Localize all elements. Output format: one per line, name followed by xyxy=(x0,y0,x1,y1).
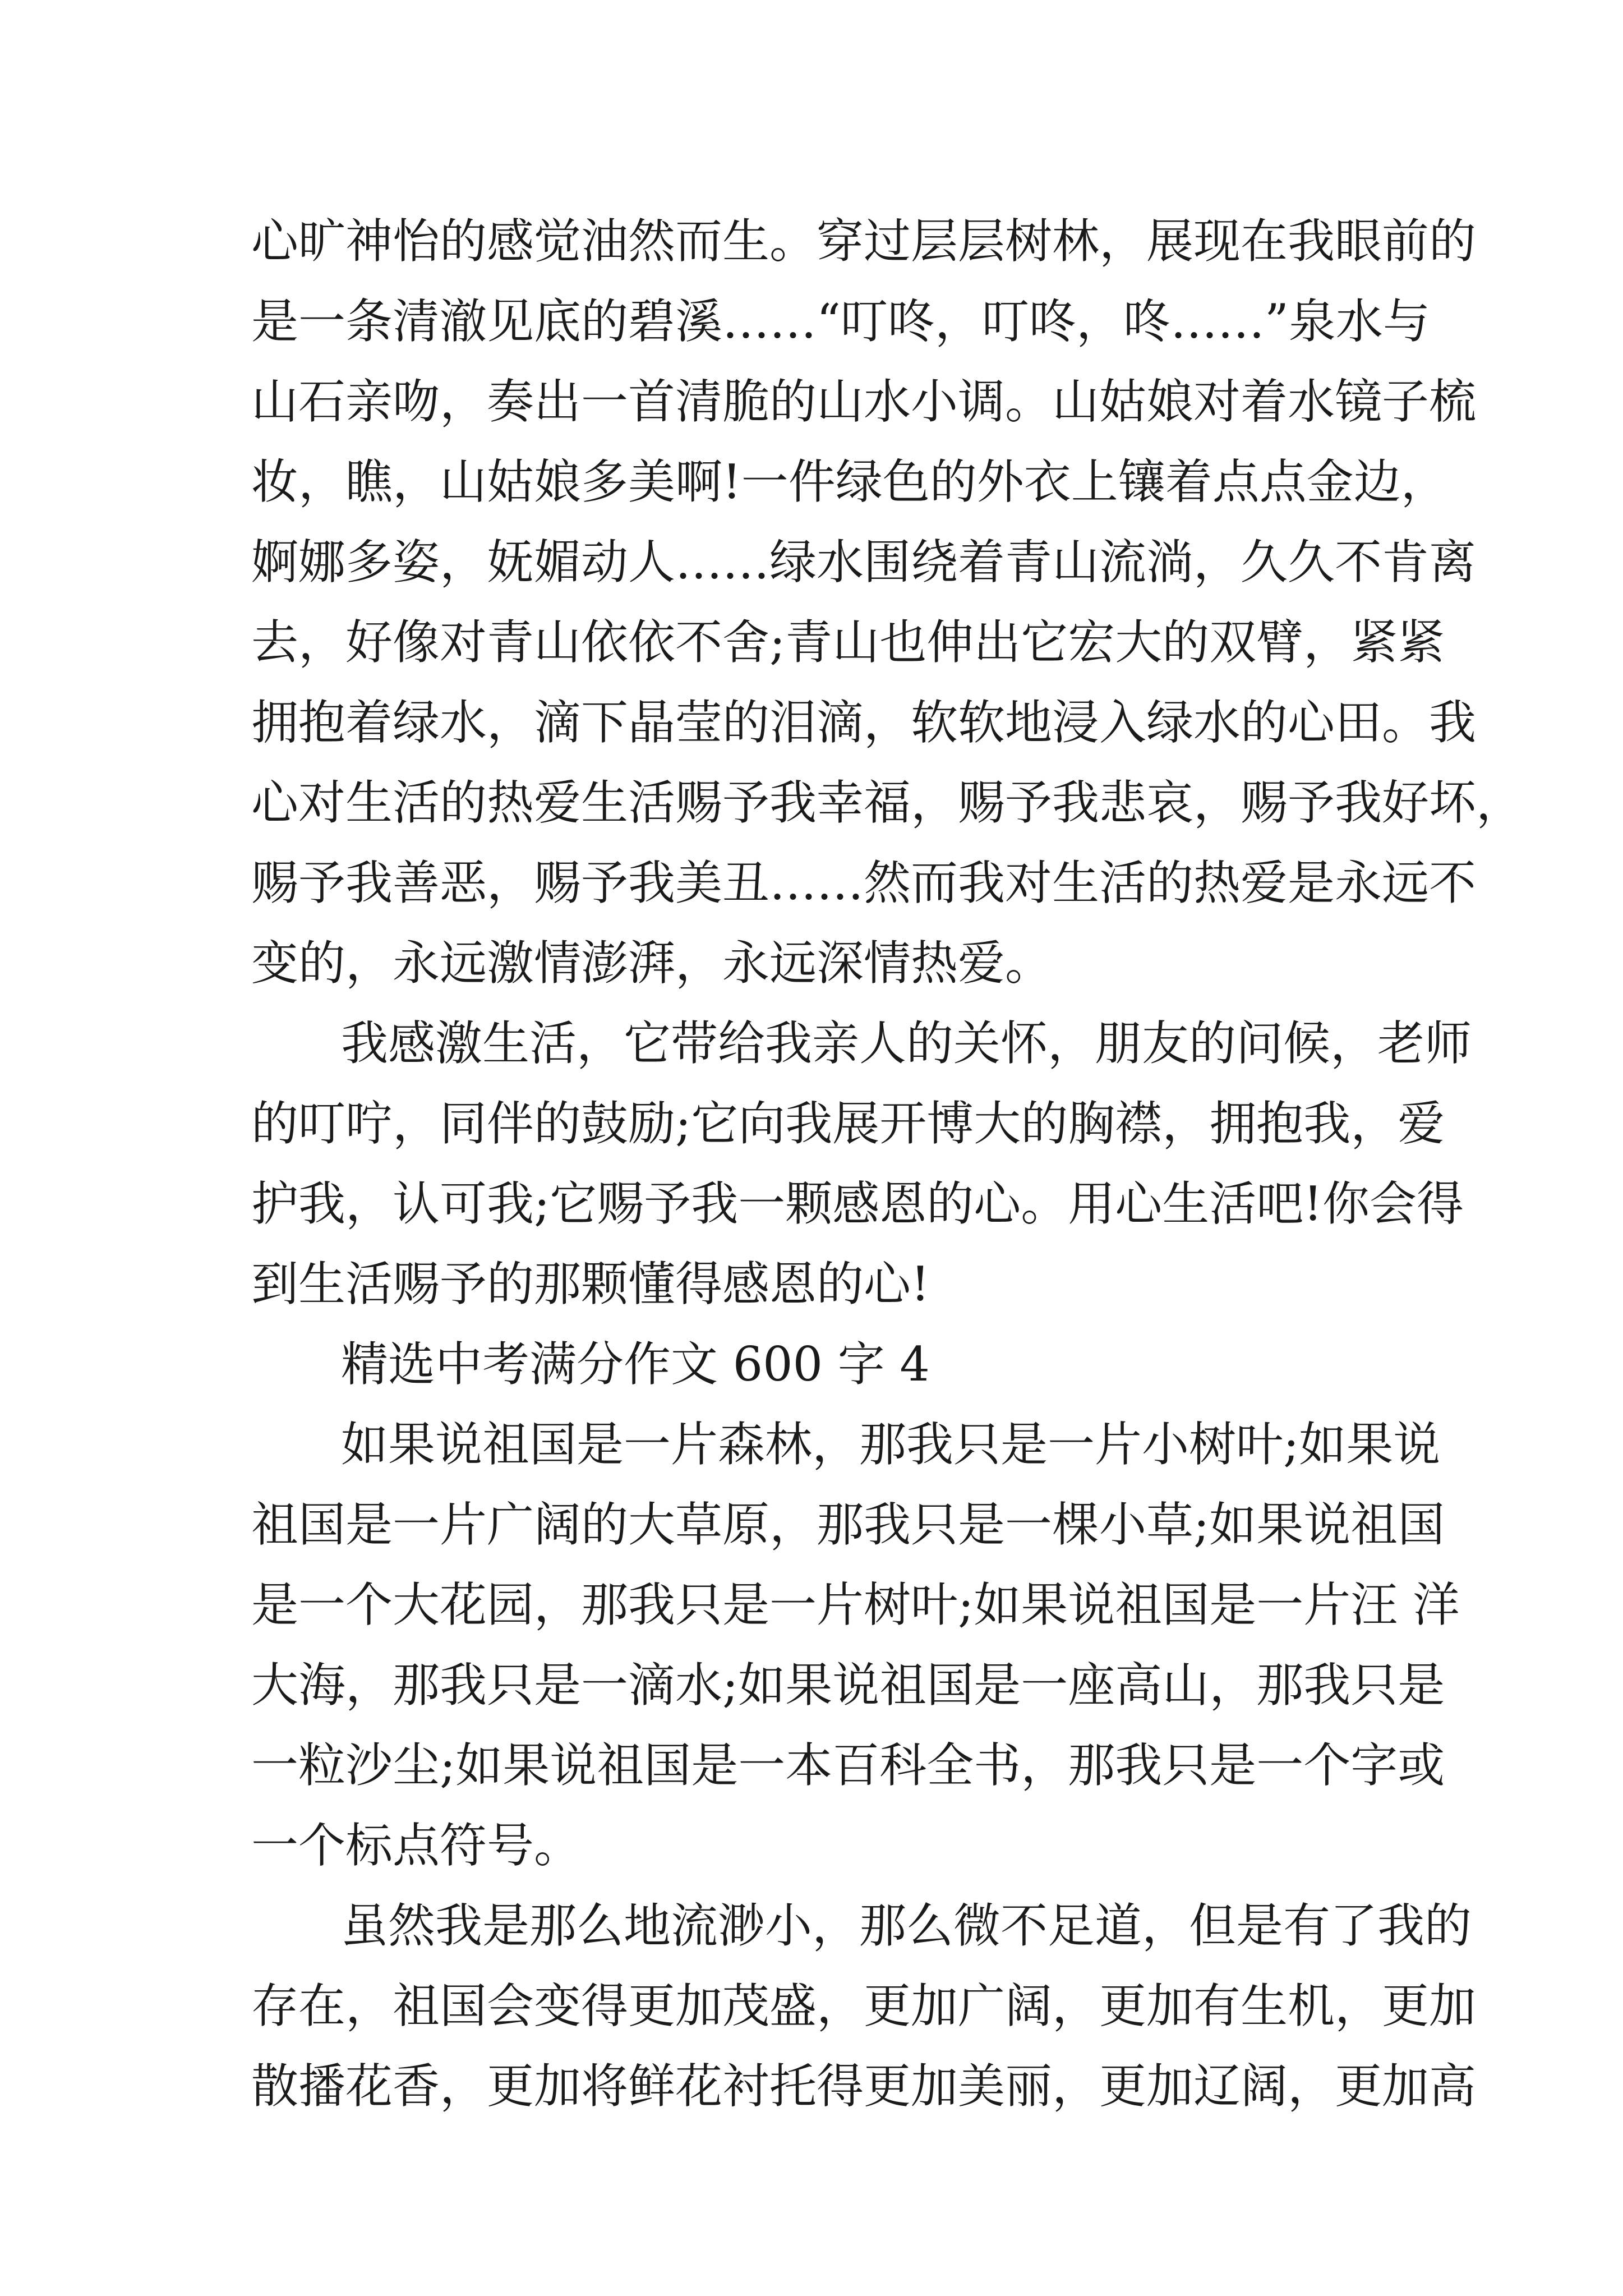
text-line: 护我，认可我;它赐予我一颗感恩的心。用心生活吧!你会得 xyxy=(251,1176,1464,1231)
paragraph-start-line: 我感激生活，它带给我亲人的关怀，朋友的问候，老师 xyxy=(341,1016,1472,1071)
text-line: 拥抱着绿水，滴下晶莹的泪滴，软软地浸入绿水的心田。我 xyxy=(251,695,1477,750)
text-line: 祖国是一片广阔的大草原，那我只是一棵小草;如果说祖国 xyxy=(251,1497,1445,1552)
text-line: 山石亲吻，奏出一首清脆的山水小调。山姑娘对着水镜子梳 xyxy=(251,374,1477,429)
text-line: 一粒沙尘;如果说祖国是一本百科全书，那我只是一个字或 xyxy=(251,1738,1445,1793)
text-line: 去，好像对青山依依不舍;青山也伸出它宏大的双臂，紧紧 xyxy=(251,615,1445,670)
text-line: 心对生活的热爱生活赐予我幸福，赐予我悲哀，赐予我好坏， xyxy=(251,775,1524,830)
section-heading: 精选中考满分作文 600 字 4 xyxy=(341,1337,930,1392)
text-line: 是一条清澈见底的碧溪……“叮咚，叮咚，咚……”泉水与 xyxy=(251,294,1430,349)
text-line: 存在，祖国会变得更加茂盛，更加广阔，更加有生机，更加 xyxy=(251,1978,1477,2033)
text-line: 大海，那我只是一滴水;如果说祖国是一座高山，那我只是 xyxy=(251,1658,1445,1713)
text-line: 婀娜多姿，妩媚动人……绿水围绕着青山流淌，久久不肯离 xyxy=(251,535,1477,590)
text-line: 变的，永远激情澎湃，永远深情热爱。 xyxy=(251,936,1053,991)
text-line: 散播花香，更加将鲜花衬托得更加美丽，更加辽阔，更加高 xyxy=(251,2059,1477,2114)
text-line: 心旷神怡的感觉油然而生。穿过层层树林，展现在我眼前的 xyxy=(251,214,1477,269)
text-line: 赐予我善恶，赐予我美丑……然而我对生活的热爱是永远不 xyxy=(251,855,1477,910)
paragraph-start-line: 虽然我是那么地流渺小，那么微不足道，但是有了我的 xyxy=(341,1898,1472,1953)
text-line: 是一个大花园，那我只是一片树叶;如果说祖国是一片汪 洋 xyxy=(251,1577,1460,1632)
text-line: 的叮咛，同伴的鼓励;它向我展开博大的胸襟，拥抱我，爱 xyxy=(251,1096,1445,1151)
text-line: 一个标点符号。 xyxy=(251,1818,582,1873)
paragraph-start-line: 如果说祖国是一片森林，那我只是一片小树叶;如果说 xyxy=(341,1417,1441,1472)
text-line: 妆，瞧，山姑娘多美啊!一件绿色的外衣上镶着点点金边， xyxy=(251,454,1448,509)
text-line: 到生活赐予的那颗懂得感恩的心! xyxy=(251,1257,930,1312)
